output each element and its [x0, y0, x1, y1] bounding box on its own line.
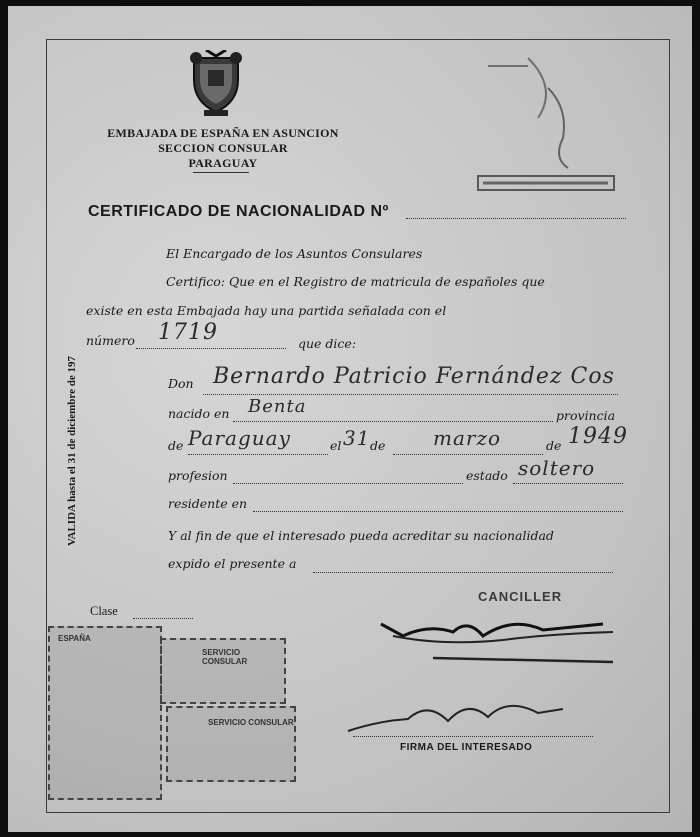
firma-label: FIRMA DEL INTERESADO — [400, 742, 533, 753]
stamp-3-label: SERVICIO CONSULAR — [208, 718, 294, 727]
fiscal-stamp-1 — [48, 626, 162, 800]
stamp-2-label: SERVICIO CONSULAR — [202, 648, 248, 666]
residente-label: residente en — [168, 496, 248, 511]
don-value: Bernardo Patricio Fernández Cos — [213, 364, 615, 389]
de3-label: de — [546, 438, 562, 453]
final-text-1: Y al fin de que el interesado pueda acreditar su nacionalidad — [168, 528, 554, 543]
faint-stamp-icon — [468, 48, 618, 198]
canciller-label: CANCILLER — [478, 589, 563, 604]
header-divider — [193, 172, 249, 173]
embassy-name: EMBAJADA DE ESPAÑA EN ASUNCION — [107, 126, 339, 140]
nacido-value: Benta — [248, 396, 307, 417]
nacido-label: nacido en — [168, 406, 230, 421]
country-name: PARAGUAY — [188, 156, 258, 170]
number-line — [406, 218, 626, 219]
certificate-title: CERTIFICADO DE NACIONALIDAD Nº — [88, 203, 389, 220]
don-label: Don — [168, 376, 194, 391]
nacido-line — [233, 421, 553, 422]
provincia-label: provincia — [556, 408, 616, 423]
stamp-1-label: ESPAÑA — [58, 634, 91, 643]
de2-label: de — [370, 438, 386, 453]
encargado-text: El Encargado de los Asuntos Consulares — [166, 246, 423, 261]
estado-line — [513, 483, 623, 484]
don-line — [203, 394, 618, 395]
year-value: 1949 — [568, 424, 628, 449]
de-value: Paraguay — [188, 426, 291, 450]
numero-label: número — [86, 333, 135, 348]
final-text-2: expido el presente a — [168, 556, 297, 571]
fiscal-stamp-3 — [166, 706, 296, 782]
clase-line — [133, 618, 193, 619]
profesion-line — [233, 483, 463, 484]
de-line — [188, 454, 328, 455]
residente-line — [253, 511, 623, 512]
existe-text: existe en esta Embajada hay una partida señalada con el — [86, 303, 447, 318]
estado-label: estado — [466, 468, 508, 483]
consul-signature-icon — [373, 606, 623, 676]
firma-line — [353, 736, 593, 737]
coat-of-arms-icon — [188, 50, 244, 118]
month-line — [393, 454, 543, 455]
numero-value: 1719 — [158, 320, 218, 345]
certifico-text: Certifico: Que en el Registro de matricula de españoles que — [166, 274, 545, 289]
validity-note: VALIDA hasta el 31 de diciembre de 197 — [66, 356, 78, 546]
interested-signature-icon — [338, 691, 578, 741]
numero-line — [136, 348, 286, 349]
fiscal-stamp-2 — [160, 638, 286, 704]
expido-line — [313, 572, 613, 573]
que-dice-label: que dice: — [298, 336, 357, 351]
de-label: de — [168, 438, 184, 453]
el-label: el — [330, 438, 342, 453]
day-value: 31 — [343, 426, 371, 450]
profesion-label: profesion — [168, 468, 228, 483]
clase-label: Clase — [90, 604, 118, 618]
month-value: marzo — [433, 426, 502, 450]
consular-section: SECCION CONSULAR — [158, 141, 288, 155]
certificate-paper — [8, 6, 692, 832]
estado-value: soltero — [518, 456, 596, 480]
